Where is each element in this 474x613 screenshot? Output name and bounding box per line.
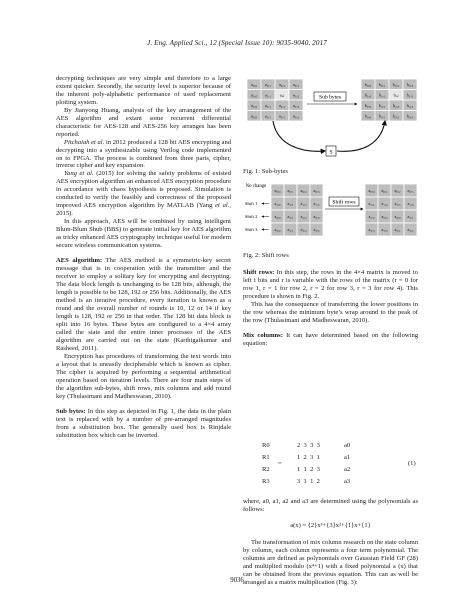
state-cell-label: a₃,₂ — [279, 113, 285, 119]
state-cell-label: b₁,₀ — [364, 92, 372, 98]
state-cell-label: a₃,₁ — [265, 113, 271, 119]
state-cell-label: a₀,₃ — [293, 81, 299, 87]
state-cell-label: b₃,₃ — [406, 113, 414, 119]
figure-2-caption: Fig. 2: Shift rows — [243, 252, 289, 259]
left-column — [56, 75, 231, 440]
state-cell-label: a₀,₁ — [265, 81, 271, 87]
state-cell-label: a₃,₀ — [381, 227, 388, 232]
state-cell-label: b₃,₂ — [392, 113, 400, 119]
section-heading: Shift rows: — [243, 269, 275, 276]
state-cell-label: b₁,₁ — [378, 92, 386, 98]
eq-sign: = — [278, 460, 282, 467]
state-cell-label: a₀,₂ — [279, 81, 285, 87]
state-cell-label: a₁,₃ — [313, 201, 320, 206]
citation-author: Pitchaiah et al. — [64, 138, 105, 146]
state-cell-label: a₂,₂ — [279, 102, 285, 108]
eq-row-values: 1 1 2 3 — [297, 466, 320, 473]
eq-row-values: 1 2 3 1 — [297, 454, 320, 461]
eq-row-values: 2 3 3 3 — [297, 442, 320, 449]
eq-row-label: R0 — [262, 442, 270, 449]
shift-label: Shift 3 — [245, 227, 258, 232]
citation-author: Yang et al. — [64, 170, 94, 178]
shift-label: Shift 1 — [245, 201, 258, 206]
eq-rhs: a0 — [344, 442, 351, 449]
eq-row-label: R3 — [262, 478, 270, 485]
right-column — [243, 269, 418, 348]
state-cell-label: b₂,₂ — [392, 102, 400, 108]
running-header: J. Eng. Applied Sci., 12 (Special Issue 10): 9035-9040, 2017 — [147, 39, 327, 47]
paragraph: In this approach, AES will be combined by using intelligent Blum-Blum Shub (BBS) to generate initial key for AES algorithm as tricky enhanced AES cryptography technique useful for modern secure wireless communication systems. — [56, 218, 231, 250]
paragraph: AES algorithm: The AES method is a symmetric-key secret message that is in cooperation with the transmitter and the receiver to employ a solitary key for encrypting and decrypting. The data block length is unchanging to be 128 bits, although, the length is possible to be 128, 192 or 256 bits. Additionally, the AES method is an iterative procedure, every iteration is known as a round and the overall number of rounds is 10, 12 or 14 if key length is 128, 192 or 256 in that order. The 128 bit data block is split into 16 bytes. These bytes are configured to a 4×4 array called the state and the entire inner processes of the AES algorithm are carried out on the state (Karthigaikumar and Rasheed, 2011). — [56, 257, 231, 352]
state-cell-label: b₃,₀ — [364, 113, 372, 119]
state-cell-label: a₁,₂ — [300, 201, 307, 206]
state-cell-label: a₀,₂ — [394, 188, 401, 193]
state-cell-label: a₀,₃ — [407, 188, 414, 193]
state-cell-label: b₀,₀ — [364, 81, 372, 87]
state-cell-label: a₂,₂ — [300, 214, 307, 219]
state-cell-label: b₀,₃ — [406, 81, 414, 87]
paragraph: Yang et al. (2015) for solving the safety problems of existed AES encryption algorithm an enhanced AES encryption procedure in accordance with chaos hypothesis is proposed. Simulation is conducted to verify the feasibly and correctness of the proposed improved AES encryption algorithm by MATLAB (Yang et al., 2015). — [56, 170, 231, 218]
state-cell-label: a₃,₂ — [300, 227, 307, 232]
state-cell-label: a₃,₂ — [407, 227, 414, 232]
eq-row-label: R1 — [262, 454, 270, 461]
state-cell-label: a₂,₀ — [394, 214, 401, 219]
eq-rhs: a3 — [344, 478, 351, 485]
state-cell-label: a₁,₃ — [293, 92, 299, 98]
state-cell-label: a₂,₃ — [381, 214, 388, 219]
state-cell-label: a₂,₂ — [368, 214, 375, 219]
section-heading: Mix columns: — [243, 332, 283, 340]
polynomial: a(x) = {2}x³+{3}x²+{1}x+{1} — [290, 521, 371, 529]
state-cell-label: b₂,₃ — [406, 102, 414, 108]
state-cell-label: a₃,₀ — [251, 113, 257, 119]
figure-shift-rows — [243, 181, 423, 247]
state-cell-label: b₀,₁ — [378, 81, 386, 87]
state-cell-label: a₁,₀ — [407, 201, 414, 206]
state-cell-label: b₂,₀ — [364, 102, 372, 108]
section-heading: AES algorithm: — [56, 257, 103, 265]
state-cell-label: a₁,₁ — [265, 92, 271, 98]
state-cell-label: a₃,₃ — [313, 227, 320, 232]
state-cell-label: a₂,₀ — [251, 102, 257, 108]
paragraph: Mix columns: It can have determined based on the following equation: — [243, 332, 418, 348]
state-cell-label: a₀,₃ — [313, 188, 320, 193]
paragraph: This has the consequence of transferring the lower positions in the row whereas the minimum byte’s wrap around to the peak of the row (Thulasimani and Madheswaran, 2010). — [243, 300, 418, 324]
state-cell-label: a₀,₂ — [300, 188, 307, 193]
state-cell-label: a₀,₀ — [368, 188, 375, 193]
paragraph: By Jianyong Huang, analysis of the key arrangement of the AES algorithm and extant some recurrent differential characteristic for AES-128 and AES-256 key arranges has been reported. — [56, 106, 231, 138]
state-cell-label: a₁,₀ — [251, 92, 257, 98]
state-cell-label: a₀,₀ — [251, 81, 257, 87]
section-heading: Sub bytes: — [56, 408, 86, 416]
state-cell-label: a₂,₀ — [274, 214, 281, 219]
highlight-a-cell: aᵢ,ⱼ — [279, 92, 285, 98]
eq-rhs: a2 — [344, 466, 351, 473]
paragraph: Pitchaiah et al. in 2012 produced a 128 bit AES encrypting and decrypting into a synthesizable using Verilog code implemented on to FPGA. The process is combined from three parts, cipher, inverse cipher and key expansion. — [56, 138, 231, 170]
shift-label: Shift 2 — [245, 214, 258, 219]
eq-row-label: R2 — [262, 466, 270, 473]
state-cell-label: a₁,₁ — [287, 201, 294, 206]
sub-bytes-label: Sub bytes — [319, 94, 341, 101]
state-cell-label: a₀,₁ — [381, 188, 388, 193]
right-column-lower — [243, 498, 418, 587]
state-cell-label: a₃,₃ — [293, 113, 299, 119]
state-cell-label: a₂,₁ — [265, 102, 271, 108]
figure-sub-bytes — [243, 75, 423, 165]
state-cell-label: a₂,₃ — [313, 214, 320, 219]
state-cell-label: a₀,₁ — [287, 188, 294, 193]
state-cell-label: a₃,₀ — [274, 227, 281, 232]
figure-1-caption: Fig. 1: Sub-bytes — [243, 168, 288, 175]
state-cell-label: b₀,₂ — [392, 81, 400, 87]
state-cell-label: a₃,₃ — [368, 227, 375, 232]
state-cell-label: b₃,₁ — [378, 113, 386, 119]
shift-rows-label: Shift rows — [332, 199, 356, 206]
paragraph: The transformation of mix column research on the state column by column, each column represents a four term polynomial. The columns are defined as polynomials over Gaussian Field GF (28) and multiplied modulo (x⁴+1) with a fixed polynomial a (x) that can be obtained from the previous equation. This can as well be arranged as a matrix multiplication (Fig. 3): — [243, 538, 418, 586]
paragraph: decrypting techniques are very simple and therefore to a large extent quicker. Secondly, the security level is superior because of the inherent poly-alphabetic performance of used replacement plotting system. — [56, 75, 231, 106]
state-cell-label: b₂,₁ — [378, 102, 386, 108]
state-cell-label: b₁,₃ — [406, 92, 414, 98]
state-cell-label: a₃,₁ — [287, 227, 294, 232]
paragraph: Sub bytes: In this step as depicted in Fig. 1, the data in the plain text is replaced with by a number of pre-arranged magnitudes from a substitution box. The generally used box is Rinjdale substitution box which can be inverted. — [56, 408, 231, 439]
state-cell-label: a₁,₃ — [394, 201, 401, 206]
s-box-label: S — [329, 149, 333, 156]
eq-rhs: a1 — [344, 454, 351, 461]
state-cell-label: a₀,₀ — [274, 188, 281, 193]
paragraph: where, a0, a1, a2 and a3 are determined using the polynomials as follows: — [243, 498, 418, 513]
state-cell-label: a₃,₁ — [394, 227, 401, 232]
paragraph: Shift rows: In this step, the rows in the 4×4 matrix is moved to left t bits and r is variable with the rows of the matrix (r = 0 for row 1, r = 1 for row 2, r = 2 for row 3, r = 3 for row 4). This procedure is shown in Fig. 2. — [243, 269, 418, 300]
state-cell-label: a₁,₀ — [274, 201, 281, 206]
state-cell-label: a₁,₁ — [368, 201, 375, 206]
state-cell-label: a₂,₁ — [287, 214, 294, 219]
state-cell-label: a₂,₁ — [407, 214, 414, 219]
state-cell-label: a₂,₃ — [293, 102, 299, 108]
no-change-label: No change — [245, 184, 267, 189]
highlight-b-cell: bᵢ,ⱼ — [393, 92, 399, 98]
paragraph: Encryption has procedures of transforming the text words into a layout that is uneasily decipherable which is known as cipher. The cipher is acquired by performing a sequential arithmetical operation based on iteration levels. There are four main steps of the algorithm sub-bytes, shift rows, mix columns and add round key (Thulasimani and Madheswaran, 2010). — [56, 352, 231, 400]
mix-columns-equation — [262, 442, 412, 490]
state-cell-label: a₁,₂ — [381, 201, 388, 206]
page-number: 9036 — [230, 577, 244, 584]
equation-number: (1) — [408, 460, 416, 467]
eq-row-values: 3 1 1 2 — [297, 478, 320, 485]
